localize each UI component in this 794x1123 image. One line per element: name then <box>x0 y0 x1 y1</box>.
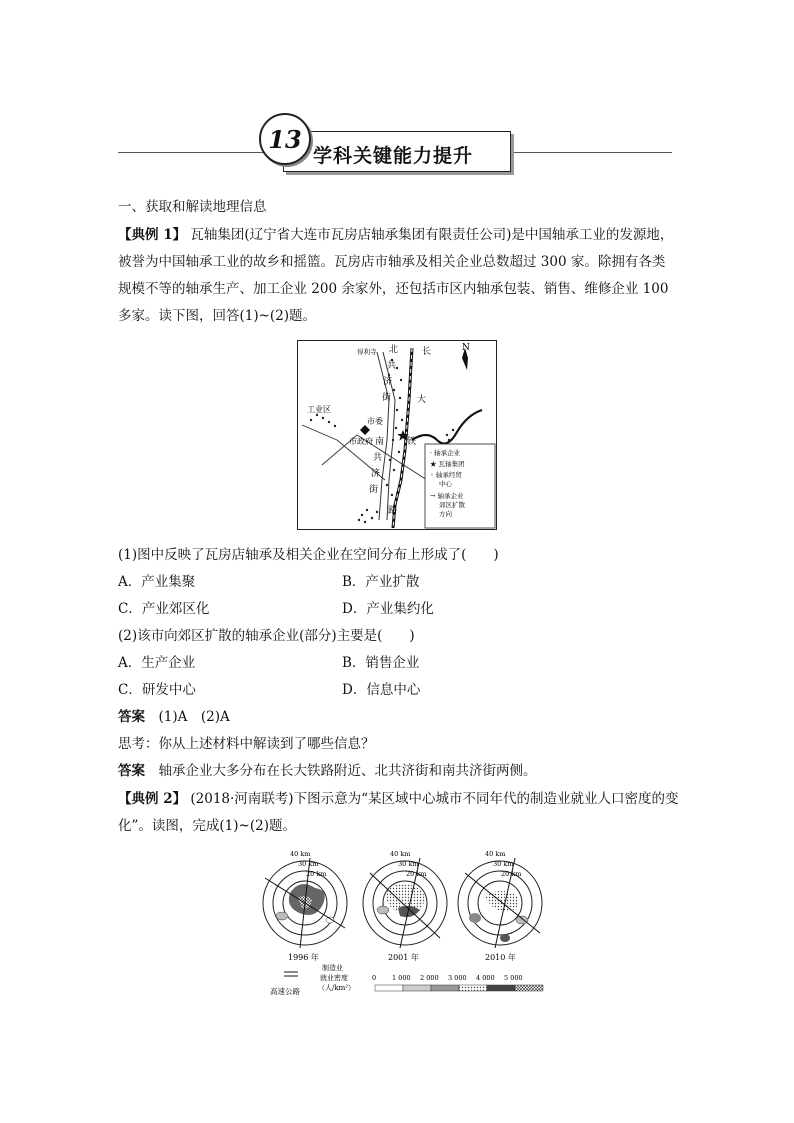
think-question: 思考：你从上述材料中解读到了哪些信息？ <box>118 736 375 752</box>
svg-text:高速公路: 高速公路 <box>270 987 300 996</box>
svg-text:济: 济 <box>383 377 393 387</box>
svg-text:30 km: 30 km <box>398 860 419 868</box>
svg-text:郊区扩散: 郊区扩散 <box>439 501 465 509</box>
svg-text:30 km: 30 km <box>493 860 514 868</box>
svg-text:1 000: 1 000 <box>392 974 411 982</box>
page-title: 学科关键能力提升 <box>313 145 474 167</box>
svg-text:5 000: 5 000 <box>504 974 523 982</box>
q2-option-b: B．销售企业 <box>342 655 420 671</box>
svg-text:40 km: 40 km <box>390 850 411 858</box>
map-label-industrial-zone: 工业区 <box>307 405 331 414</box>
svg-text:方向: 方向 <box>439 510 452 518</box>
svg-text:（人/km²）: （人/km²） <box>318 984 356 992</box>
q1-stem: (1)图中反映了瓦房店轴承及相关企业在空间分布上形成了( ) <box>118 547 499 563</box>
svg-text:0: 0 <box>372 974 377 982</box>
svg-text:街: 街 <box>369 485 379 495</box>
example2-line-2: 化”。读图，完成(1)~(2)题。 <box>118 818 296 834</box>
answer-1: 答案 (1)A (2)A <box>118 709 230 725</box>
header-rule-left <box>118 152 278 153</box>
svg-text:北: 北 <box>389 345 399 355</box>
q1-option-d: D．产业集约化 <box>342 601 434 617</box>
map-label-city-committee: 市委 <box>367 417 383 426</box>
ring-map-2001 <box>363 858 447 962</box>
svg-text:· 轴承企业: · 轴承企业 <box>430 449 461 457</box>
svg-text:就业密度: 就业密度 <box>320 974 348 982</box>
example1-line-1: 【典例 1】 瓦轴集团(辽宁省大连市瓦房店轴承集团有限责任公司)是中国轴承工业的发源地， <box>118 227 674 243</box>
example2-line-1: 【典例 2】 (2018·河南联考)下图示意为“某区域中心城市不同年代的制造业就业人口密度的变 <box>118 791 679 807</box>
ring-map-2010 <box>458 858 542 962</box>
q1-option-b: B．产业扩散 <box>342 574 420 590</box>
svg-text:共: 共 <box>373 453 383 463</box>
svg-text:→ 轴承企业: → 轴承企业 <box>430 492 464 500</box>
svg-text:◦ 轴承经贸: ◦ 轴承经贸 <box>430 471 462 479</box>
svg-text:大: 大 <box>417 395 427 405</box>
svg-text:2 000: 2 000 <box>420 974 439 982</box>
example1-line-3: 规模不等的轴承生产、加工企业 200 余家外，还包括市区内轴承包装、销售、维修企业 100 <box>118 281 669 297</box>
svg-text:中心: 中心 <box>439 480 452 488</box>
q2-option-c: C．研发中心 <box>118 682 196 698</box>
q2-stem: (2)该市向郊区扩散的轴承企业(部分)主要是( ) <box>118 628 415 644</box>
svg-text:20 km: 20 km <box>406 870 427 878</box>
svg-text:40 km: 40 km <box>485 850 506 858</box>
section-heading: 一、获取和解读地理信息 <box>118 199 267 215</box>
bearing-industry-map <box>297 340 497 530</box>
example1-line-2: 被誉为中国轴承工业的故乡和摇篮。瓦房店市轴承及相关企业总数超过 300 家。除拥有各类 <box>118 254 666 270</box>
svg-text:街: 街 <box>382 393 392 403</box>
answer-2: 答案 轴承企业大多分布在长大铁路附近、北共济街和南共济街两侧。 <box>118 763 537 779</box>
chapter-number-badge: 13 <box>259 113 311 165</box>
example2-tag: 【典例 2】 <box>118 791 187 807</box>
svg-text:共: 共 <box>387 361 397 371</box>
svg-text:2001 年: 2001 年 <box>388 953 419 962</box>
q1-option-a: A．产业集聚 <box>118 574 196 590</box>
svg-text:制造业: 制造业 <box>322 964 343 972</box>
svg-text:路: 路 <box>388 506 398 516</box>
svg-text:南: 南 <box>375 437 385 447</box>
ring-map-1996 <box>263 858 347 962</box>
svg-text:4 000: 4 000 <box>476 974 495 982</box>
example1-tag: 【典例 1】 <box>118 227 187 243</box>
svg-text:1996 年: 1996 年 <box>288 953 319 962</box>
svg-text:20 km: 20 km <box>501 870 522 878</box>
map-label-city-hall: 市政府 <box>349 437 373 446</box>
employment-density-figure <box>260 848 545 998</box>
q2-option-a: A．生产企业 <box>118 655 196 671</box>
map-label-deli: 得利寺 <box>357 348 377 356</box>
svg-text:30 km: 30 km <box>298 860 319 868</box>
svg-text:20 km: 20 km <box>306 870 327 878</box>
q1-option-c: C．产业郊区化 <box>118 601 210 617</box>
svg-text:40 km: 40 km <box>290 850 311 858</box>
header-rule-right <box>510 152 672 153</box>
example1-line-4: 多家。读下图，回答(1)~(2)题。 <box>118 308 317 324</box>
north-label: N <box>462 343 470 353</box>
figure-legend <box>270 963 543 996</box>
svg-text:3 000: 3 000 <box>448 974 467 982</box>
svg-text:2010 年: 2010 年 <box>485 953 516 962</box>
svg-text:济: 济 <box>371 469 381 479</box>
svg-text:★ 瓦轴集团: ★ 瓦轴集团 <box>430 460 465 468</box>
svg-text:铁: 铁 <box>407 437 417 447</box>
svg-text:长: 长 <box>422 347 432 357</box>
q2-option-d: D．信息中心 <box>342 682 421 698</box>
